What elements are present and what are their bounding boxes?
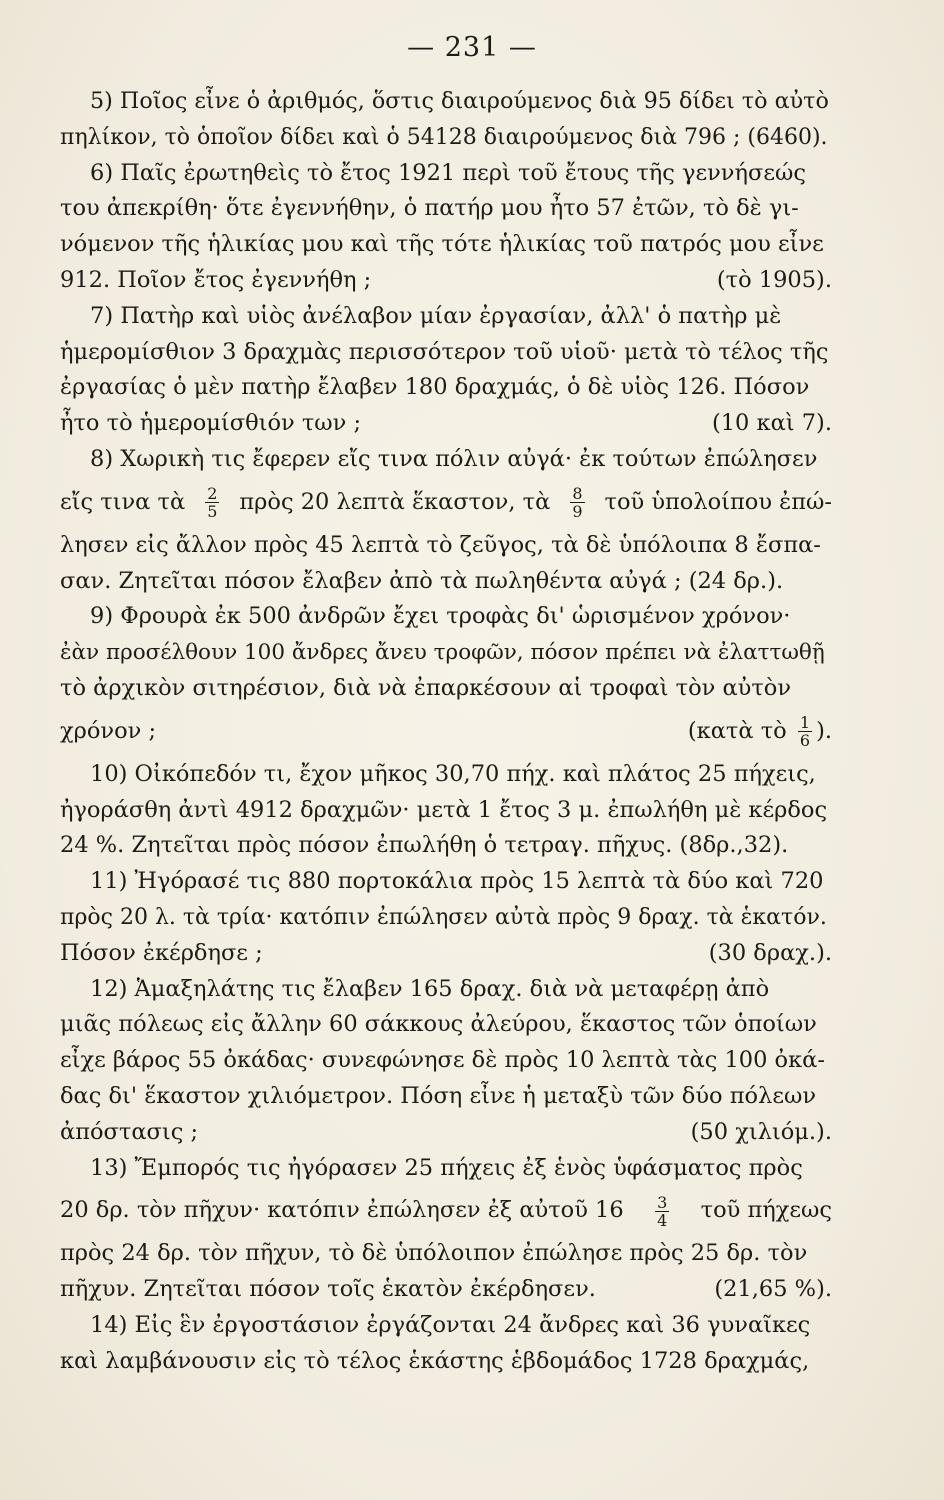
problem-9-answer: (κατὰ τὸ $\frac{1}{6}$ ).: [687, 713, 832, 751]
problem-7-line-3: ἐργασίας ὁ μὲν πατὴρ ἔλαβεν 180 δραχμάς, ὁ δὲ υἱὸς 126. Πόσον: [60, 374, 810, 401]
problem-12-answer: (50 χιλιόμ.).: [690, 1118, 832, 1145]
problem-5-line-2: πηλίκον, τὸ ὁποῖον δίδει καὶ ὁ 54128 διαιρούμενος διὰ 796 ; (6460).: [60, 124, 828, 150]
problem-10-line-2: ἠγοράσθη ἀντὶ 4912 δραχμῶν· μετὰ 1 ἔτος 3 μ. ἐπωλήθη μὲ κέρδος: [60, 796, 828, 823]
fraction-two-fifths: $\frac{2}{5}$: [207, 484, 218, 522]
problem-14-line-2: καὶ λαμβάνουσιν εἰς τὸ τέλος ἑκάστης ἑβδομάδος 1728 δραχμάς,: [60, 1347, 810, 1374]
problem-10-line-3: 24 %. Ζητεῖται πρὸς πόσον ἐπωλήθη ὁ τετραγ. πῆχυς. (8δρ.,32).: [60, 832, 789, 859]
problem-12-line-4: δας δι' ἕκαστον χιλιόμετρον. Πόση εἶνε ἡ μεταξὺ τῶν δύο πόλεων: [60, 1082, 817, 1109]
page-text: [60, 84, 832, 1380]
problem-8-line-2: εἴς τινα τὰ $\frac{2}{5}$ πρὸς 20 λεπτὰ ἕκαστον, τὰ $\frac{8}{9}$ τοῦ ὑπολοίπου ἐπώ-: [60, 484, 832, 522]
problem-7-line-4: ἦτο τὸ ἡμερομίσθιόν των ; (10 καὶ 7).: [60, 406, 832, 442]
problem-9-line-1: 9) Φρουρὰ ἐκ 500 ἀνδρῶν ἔχει τροφὰς δι' ὡρισμένον χρόνον·: [90, 603, 791, 630]
problem-11-line-1: 11) Ἠγόρασέ τις 880 πορτοκάλια πρὸς 15 λεπτὰ τὰ δύο καὶ 720: [90, 868, 824, 895]
fraction-three-quarters: $\frac{3}{4}$: [657, 1192, 668, 1230]
problem-12-line-3: εἶχε βάρος 55 ὀκάδας· συνεφώνησε δὲ πρὸς 10 λεπτὰ τὰς 100 ὀκά-: [60, 1047, 825, 1074]
fraction-eight-ninths: $\frac{8}{9}$: [572, 484, 583, 522]
problem-12-line-5: ἀπόστασις ; (50 χιλιόμ.).: [60, 1115, 832, 1151]
problem-13-line-2: 20 δρ. τὸν πῆχυν· κατόπιν ἐπώλησεν ἐξ αὐτοῦ 16 $\frac{3}{4}$ τοῦ πήχεως: [60, 1192, 832, 1230]
page-number: — 231 —: [407, 32, 537, 63]
problem-9-line-4: χρόνον ; (κατὰ τὸ $\frac{1}{6}$ ).: [60, 713, 832, 751]
problem-6-line-4: 912. Ποῖον ἔτος ἐγεννήθη ; (τὸ 1905).: [60, 263, 832, 299]
fraction-one-sixth: $\frac{1}{6}$: [799, 713, 811, 751]
problem-14-line-1: 14) Εἰς ἓν ἐργοστάσιον ἐργάζονται 24 ἄνδρες καὶ 36 γυναῖκες: [90, 1311, 811, 1338]
problem-12-line-2: μιᾶς πόλεως εἰς ἄλλην 60 σάκκους ἀλεύρου, ἕκαστος τῶν ὁποίων: [60, 1011, 817, 1038]
problem-13-line-3: πρὸς 24 δρ. τὸν πῆχυν, τὸ δὲ ὑπόλοιπον ἐπώλησε πρὸς 25 δρ. τὸν: [60, 1240, 808, 1267]
problem-8-line-1: 8) Χωρικὴ τις ἔφερεν εἴς τινα πόλιν αὐγά· ἐκ τούτων ἐπώλησεν: [90, 445, 818, 472]
problem-13-line-4: πῆχυν. Ζητεῖται πόσον τοῖς ἑκατὸν ἐκέρδησεν. (21,65 %).: [60, 1272, 832, 1308]
problem-10-line-1: 10) Οἰκόπεδόν τι, ἔχον μῆκος 30,70 πήχ. καὶ πλάτος 25 πήχεις,: [90, 760, 816, 787]
problem-11-line-3: Πόσον ἐκέρδησε ; (30 δραχ.).: [60, 936, 832, 972]
problem-7-line-1: 7) Πατὴρ καὶ υἱὸς ἀνέλαβον μίαν ἐργασίαν, ἀλλ' ὁ πατὴρ μὲ: [90, 302, 782, 329]
problem-9-line-2: ἐὰν προσέλθουν 100 ἄνδρες ἄνευ τροφῶν, πόσον πρέπει νὰ ἐλαττωθῇ: [60, 640, 825, 666]
problem-7-answer: (10 καὶ 7).: [711, 410, 832, 437]
problem-6-line-2: του ἀπεκρίθη· ὅτε ἐγεννήθην, ὁ πατήρ μου ἦτο 57 ἐτῶν, τὸ δὲ γι-: [60, 195, 799, 222]
problem-5-line-1: 5) Ποῖος εἶνε ὁ ἀριθμός, ὅστις διαιρούμενος διὰ 95 δίδει τὸ αὐτὸ: [90, 88, 829, 114]
problem-6-line-3: νόμενον τῆς ἡλικίας μου καὶ τῆς τότε ἡλικίας τοῦ πατρός μου εἶνε: [60, 231, 824, 258]
problem-6-answer: (τὸ 1905).: [716, 266, 832, 293]
problem-13-line-1: 13) Ἔμπορός τις ἠγόρασεν 25 πήχεις ἐξ ἑνὸς ὑφάσματος πρὸς: [90, 1154, 803, 1181]
problem-11-line-2: πρὸς 20 λ. τὰ τρία· κατόπιν ἐπώλησεν αὐτὰ πρὸς 9 δραχ. τὰ ἑκατόν.: [60, 904, 827, 930]
problem-8-line-4: σαν. Ζητεῖται πόσον ἔλαβεν ἀπὸ τὰ πωληθέντα αὐγά ; (24 δρ.).: [60, 567, 784, 594]
problem-11-answer: (30 δραχ.).: [708, 939, 832, 966]
problem-12-line-1: 12) Ἁμαξηλάτης τις ἔλαβεν 165 δραχ. διὰ νὰ μεταφέρῃ ἀπὸ: [90, 975, 770, 1002]
problem-6-line-1: 6) Παῖς ἐρωτηθεὶς τὸ ἔτος 1921 περὶ τοῦ ἔτους τῆς γεννήσεώς: [90, 159, 806, 186]
problem-8-line-3: λησεν εἰς ἄλλον πρὸς 45 λεπτὰ τὸ ζεῦγος, τὰ δὲ ὑπόλοιπα 8 ἔσπα-: [60, 531, 821, 558]
problem-7-line-2: ἡμερομίσθιον 3 δραχμὰς περισσότερον τοῦ υἱοῦ· μετὰ τὸ τέλος τῆς: [60, 338, 829, 365]
problem-9-line-3: τὸ ἀρχικὸν σιτηρέσιον, διὰ νὰ ἐπαρκέσουν αἱ τροφαὶ τὸν αὐτὸν: [60, 674, 791, 701]
problem-13-answer: (21,65 %).: [714, 1276, 832, 1303]
